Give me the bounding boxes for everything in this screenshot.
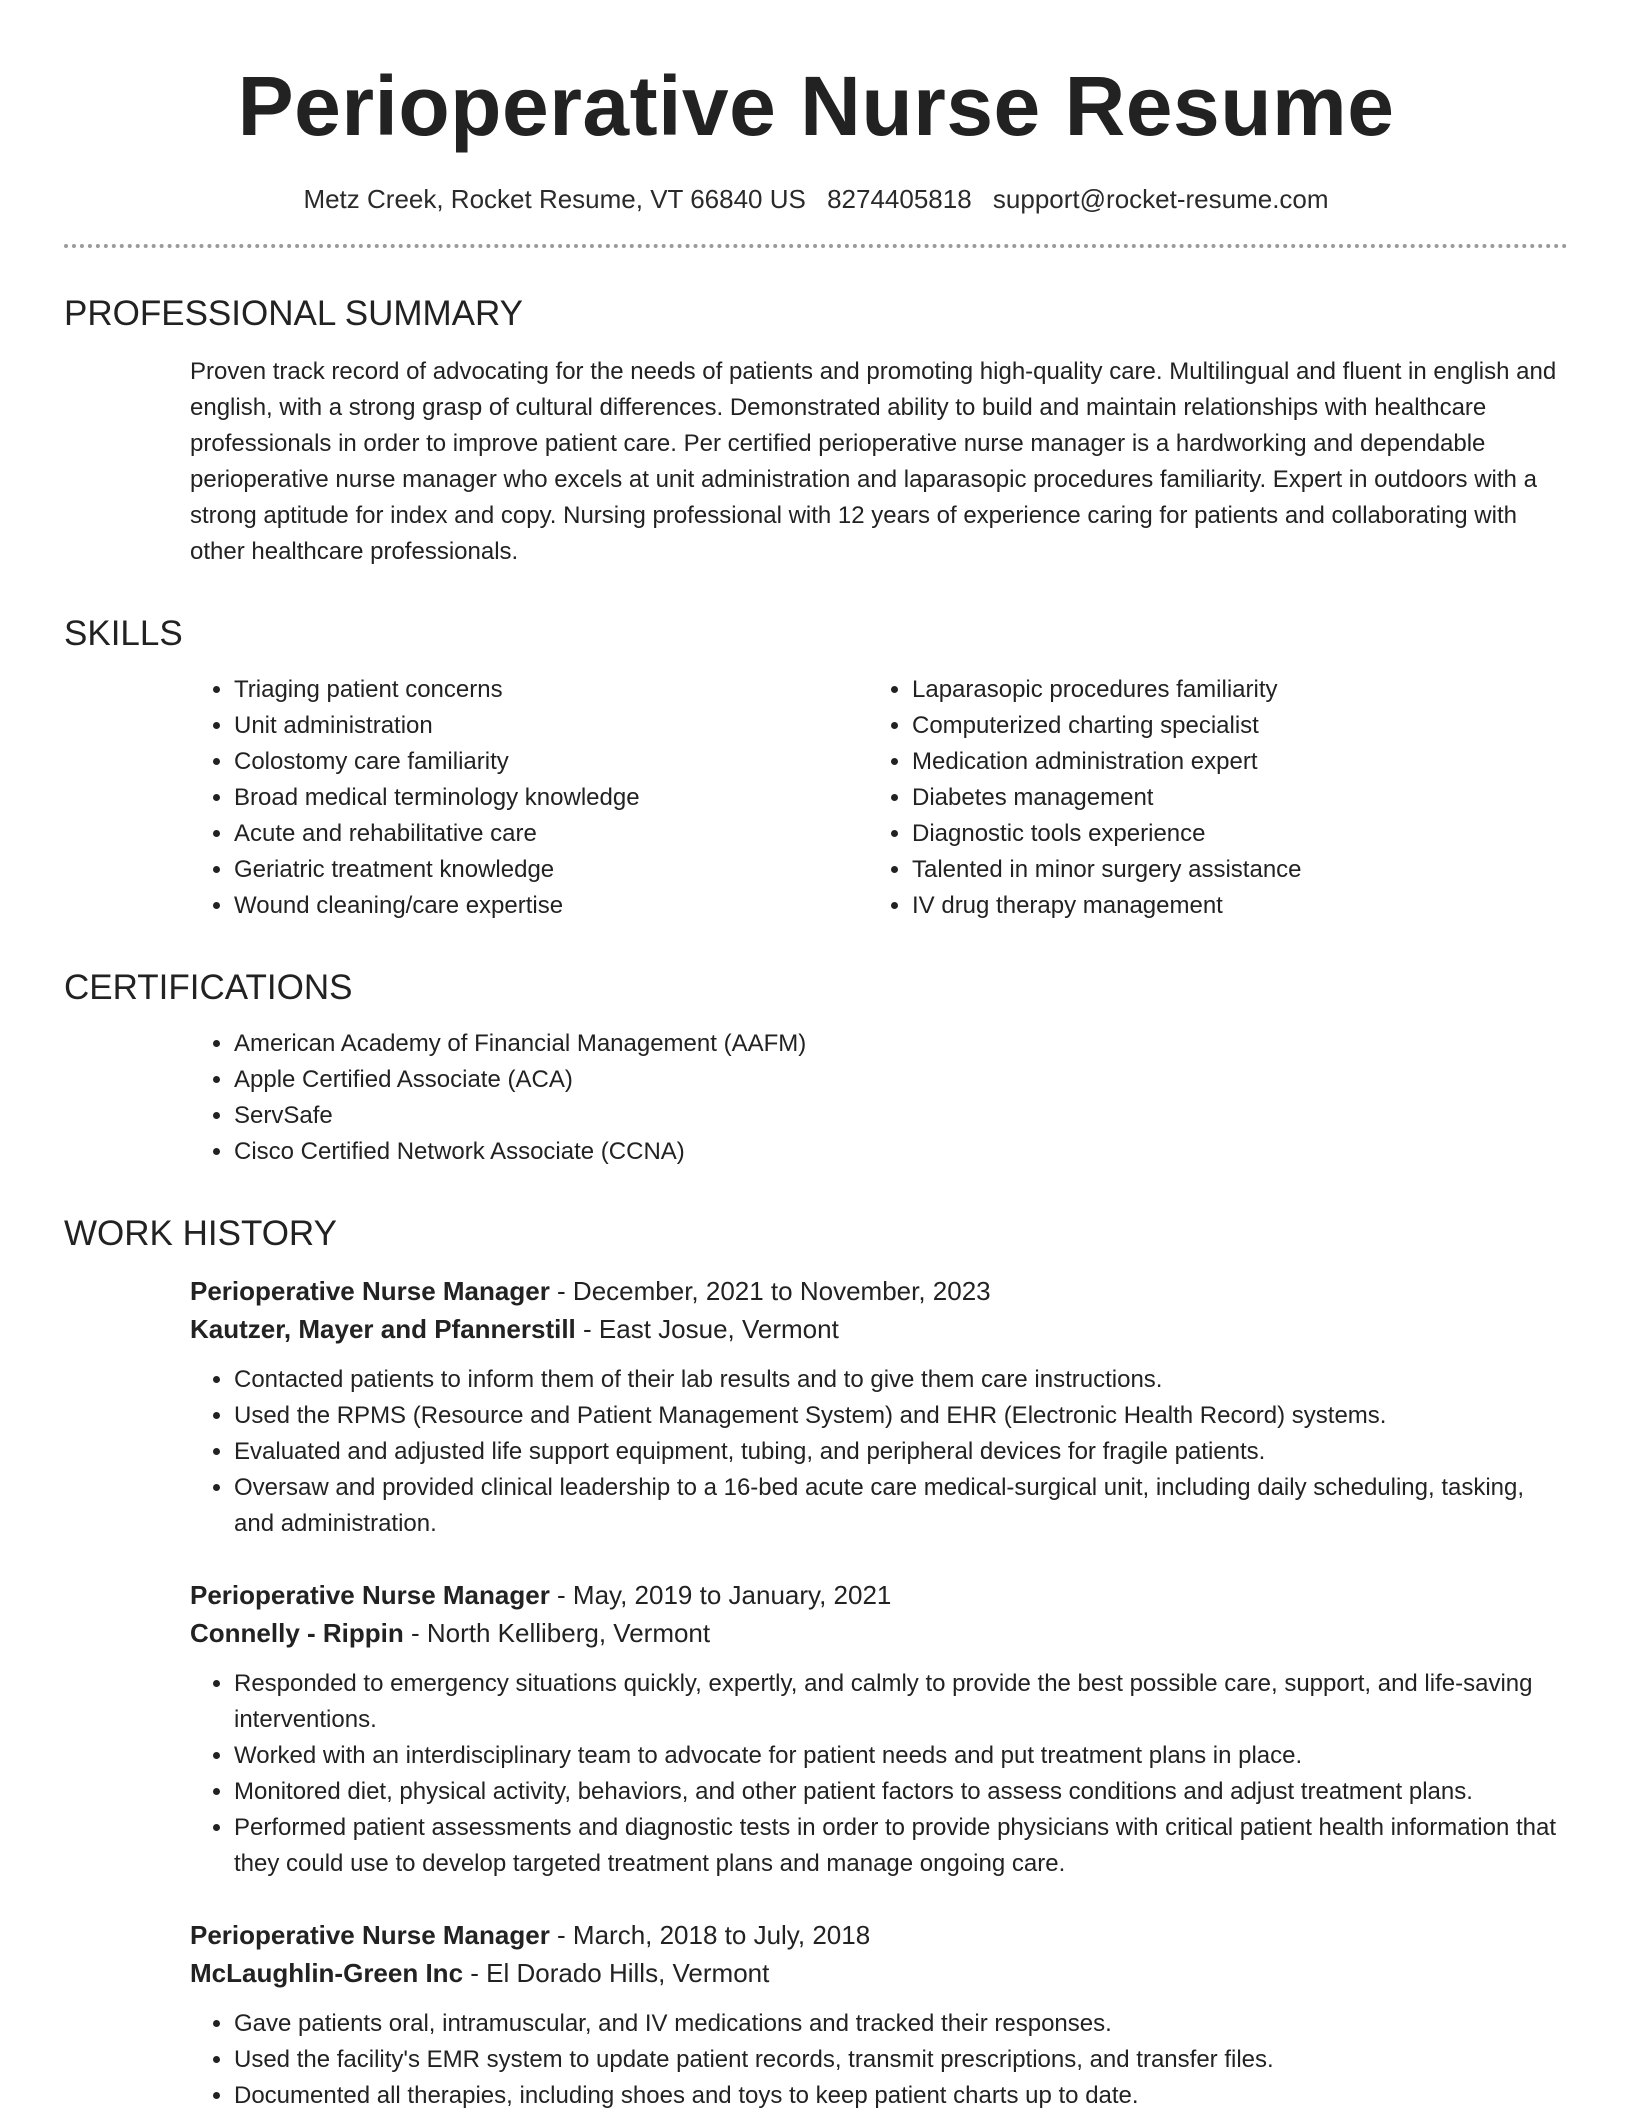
job-location: - North Kelliberg, Vermont (403, 1618, 711, 1648)
certifications-heading: CERTIFICATIONS (64, 968, 353, 1007)
contact-email: support@rocket-resume.com (992, 184, 1329, 214)
list-item: • Monitored diet, physical activity, behaviors, and other patient factors to assess conditions and adjust treatment plans. (234, 1774, 1568, 1810)
job-location: - El Dorado Hills, Vermont (463, 1958, 770, 1988)
summary-heading: PROFESSIONAL SUMMARY (64, 294, 523, 333)
job-title: Perioperative Nurse Manager (190, 1580, 550, 1610)
job-company-line (190, 1954, 1568, 1992)
skills-section (64, 612, 1568, 924)
job-bullets (190, 1362, 1568, 1542)
page-title: Perioperative Nurse Resume (237, 59, 1395, 153)
list-item: • Diagnostic tools experience (912, 816, 1546, 852)
list-item: • Talented in minor surgery assistance (912, 852, 1546, 888)
job-company: Connelly - Rippin (190, 1618, 404, 1648)
work-history-section (64, 1212, 1568, 2114)
certifications-list (190, 1026, 1568, 1170)
list-item: • Geriatric treatment knowledge (234, 852, 868, 888)
job-title-line (190, 1576, 1568, 1614)
resume-header (64, 0, 1568, 248)
job-bullets (190, 1666, 1568, 1882)
list-item: • Responded to emergency situations quickly, expertly, and calmly to provide the best possible care, support, and life-saving interventions. (234, 1666, 1568, 1738)
job-dates: - May, 2019 to January, 2021 (549, 1580, 892, 1610)
list-item: • Oversaw and provided clinical leadership to a 16-bed acute care medical-surgical unit, including daily scheduling, tasking, and administration. (234, 1470, 1568, 1542)
job-title: Perioperative Nurse Manager (190, 1276, 550, 1306)
list-item: • Triaging patient concerns (234, 672, 868, 708)
list-item: • Performed patient assessments and diagnostic tests in order to provide physicians with critical patient health information that they could use to develop targeted treatment plans and manage ongoing care. (234, 1810, 1568, 1882)
job-company: McLaughlin-Green Inc (190, 1958, 464, 1988)
job-dates: - March, 2018 to July, 2018 (549, 1920, 871, 1950)
skills-columns (190, 672, 1568, 924)
list-item: • American Academy of Financial Management (AAFM) (234, 1026, 1568, 1062)
list-item: • Wound cleaning/care expertise (234, 888, 868, 924)
job-location: - East Josue, Vermont (575, 1314, 839, 1344)
skills-list-right (868, 672, 1546, 924)
contact-phone: 8274405818 (827, 184, 972, 214)
contact-address: Metz Creek, Rocket Resume, VT 66840 US (303, 184, 806, 214)
job-company: Kautzer, Mayer and Pfannerstill (190, 1314, 576, 1344)
list-item: • Unit administration (234, 708, 868, 744)
job-title: Perioperative Nurse Manager (190, 1920, 550, 1950)
list-item: • IV drug therapy management (912, 888, 1546, 924)
summary-section (64, 292, 1568, 570)
skills-heading: SKILLS (64, 614, 183, 653)
job-title-line (190, 1916, 1568, 1954)
list-item: • Documented all therapies, including shoes and toys to keep patient charts up to date. (234, 2078, 1568, 2114)
list-item: • Broad medical terminology knowledge (234, 780, 868, 816)
header-divider (64, 244, 1568, 248)
summary-text: Proven track record of advocating for the needs of patients and promoting high-quality care. Multilingual and fluent in english and english, with a strong grasp of cultural differences. Demonstrated ability to build and maintain relationships with healthcare professionals in order to improve patient care. Per certified perioperative nurse manager is a hardworking and dependable perioperative nurse manager who excels at unit administration and laparasopic procedures familiarity. Expert in outdoors with a strong aptitude for index and copy. Nursing professional with 12 years of experience caring for patients and collaborating with other healthcare professionals. (190, 358, 1557, 565)
certifications-section (64, 966, 1568, 1170)
work-history-heading: WORK HISTORY (64, 1214, 337, 1253)
list-item: • Colostomy care familiarity (234, 744, 868, 780)
list-item: • Used the facility's EMR system to update patient records, transmit prescriptions, and transfer files. (234, 2042, 1568, 2078)
list-item: • Used the RPMS (Resource and Patient Management System) and EHR (Electronic Health Record) systems. (234, 1398, 1568, 1434)
job-company-line (190, 1310, 1568, 1348)
job-company-line (190, 1614, 1568, 1652)
job-entry (190, 1916, 1568, 2114)
list-item: • Apple Certified Associate (ACA) (234, 1062, 1568, 1098)
list-item: • Gave patients oral, intramuscular, and IV medications and tracked their responses. (234, 2006, 1568, 2042)
list-item: • Cisco Certified Network Associate (CCNA) (234, 1134, 1568, 1170)
list-item: • ServSafe (234, 1098, 1568, 1134)
skills-list-left (190, 672, 868, 924)
job-dates: - December, 2021 to November, 2023 (549, 1276, 991, 1306)
job-entry (190, 1576, 1568, 1882)
contact-line (64, 182, 1568, 216)
list-item: • Evaluated and adjusted life support equipment, tubing, and peripheral devices for fragile patients. (234, 1434, 1568, 1470)
list-item: • Diabetes management (912, 780, 1546, 816)
list-item: • Computerized charting specialist (912, 708, 1546, 744)
job-bullets (190, 2006, 1568, 2114)
job-title-line (190, 1272, 1568, 1310)
job-entry (190, 1272, 1568, 1542)
list-item: • Laparasopic procedures familiarity (912, 672, 1546, 708)
list-item: • Acute and rehabilitative care (234, 816, 868, 852)
list-item: • Medication administration expert (912, 744, 1546, 780)
list-item: • Worked with an interdisciplinary team to advocate for patient needs and put treatment plans in place. (234, 1738, 1568, 1774)
list-item: • Contacted patients to inform them of their lab results and to give them care instructions. (234, 1362, 1568, 1398)
